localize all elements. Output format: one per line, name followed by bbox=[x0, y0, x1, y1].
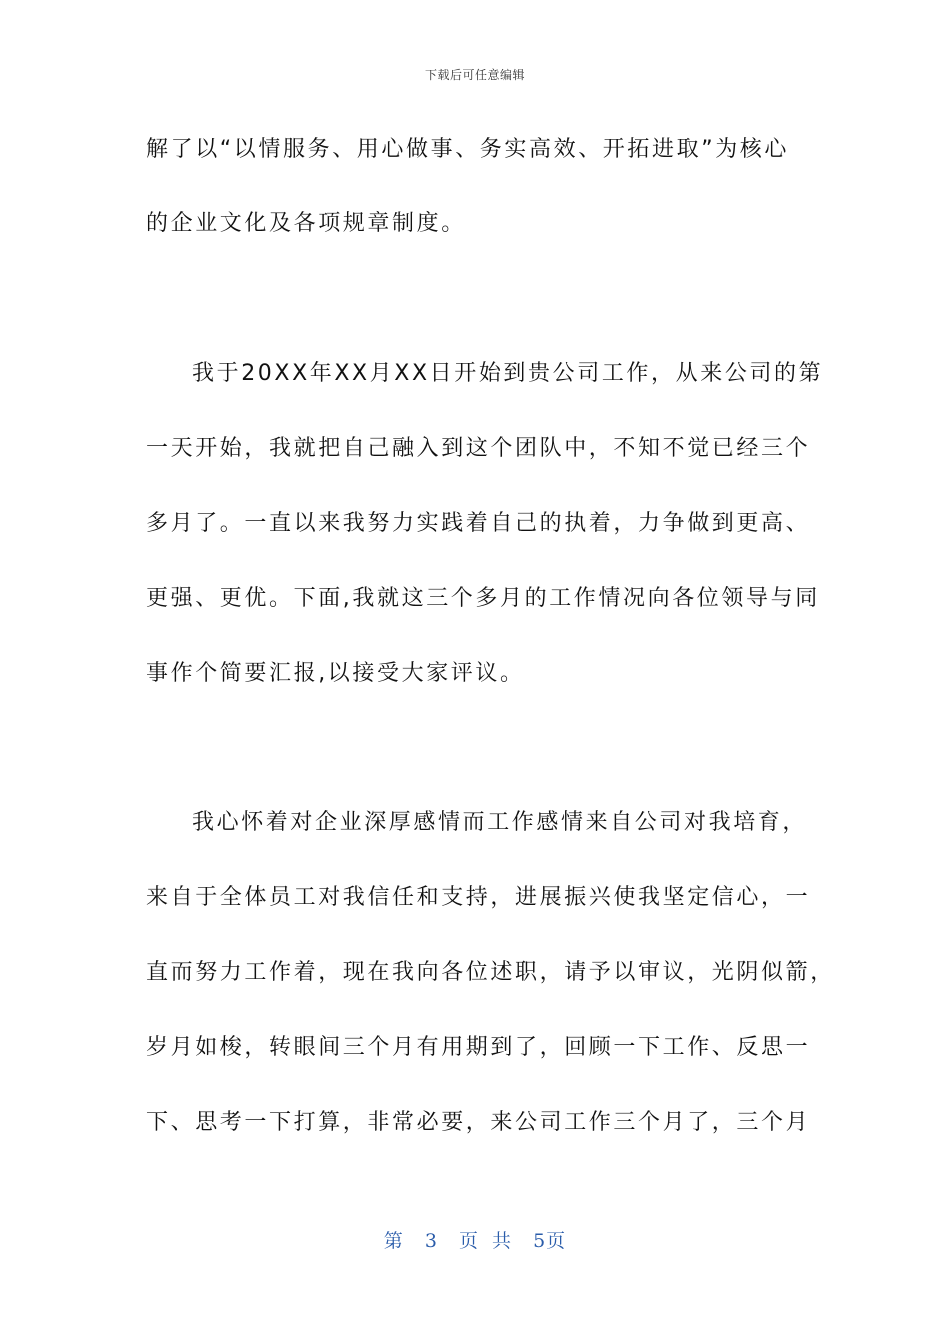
paragraph-line: 更强、更优。下面,我就这三个多月的工作情况向各位领导与同 bbox=[146, 586, 820, 611]
page-header-note: 下载后可任意编辑 bbox=[424, 68, 525, 82]
footer-prefix: 第 bbox=[383, 1230, 404, 1252]
page-footer bbox=[0, 1226, 950, 1253]
paragraph-line: 多月了。一直以来我努力实践着自己的执着，力争做到更高、 bbox=[146, 511, 811, 536]
footer-current-page: 3 bbox=[424, 1230, 438, 1252]
paragraph-line: 我心怀着对企业深厚感情而工作感情来自公司对我培育， bbox=[192, 810, 808, 835]
paragraph-line: 直而努力工作着，现在我向各位述职，请予以审议，光阴似箭， bbox=[146, 960, 835, 985]
paragraph-line: 的企业文化及各项规章制度。 bbox=[146, 211, 466, 236]
paragraph-line: 来自于全体员工对我信任和支持，进展振兴使我坚定信心，一 bbox=[146, 885, 811, 910]
paragraph-line: 我于20XX年XX月XX日开始到贵公司工作，从来公司的第 bbox=[192, 361, 824, 386]
paragraph-line: 解了以“以情服务、用心做事、务实高效、开拓进取”为核心 bbox=[146, 137, 789, 162]
paragraph-line: 岁月如梭，转眼间三个月有用期到了，回顾一下工作、反思一 bbox=[146, 1035, 811, 1060]
paragraph-line: 一天开始，我就把自己融入到这个团队中，不知不觉已经三个 bbox=[146, 436, 811, 461]
paragraph-line: 事作个简要汇报,以接受大家评议。 bbox=[146, 661, 525, 686]
footer-middle: 页 共 bbox=[459, 1230, 513, 1252]
paragraph-line: 下、思考一下打算，非常必要，来公司工作三个月了，三个月 bbox=[146, 1110, 811, 1135]
footer-total-pages: 5页 bbox=[533, 1230, 567, 1252]
